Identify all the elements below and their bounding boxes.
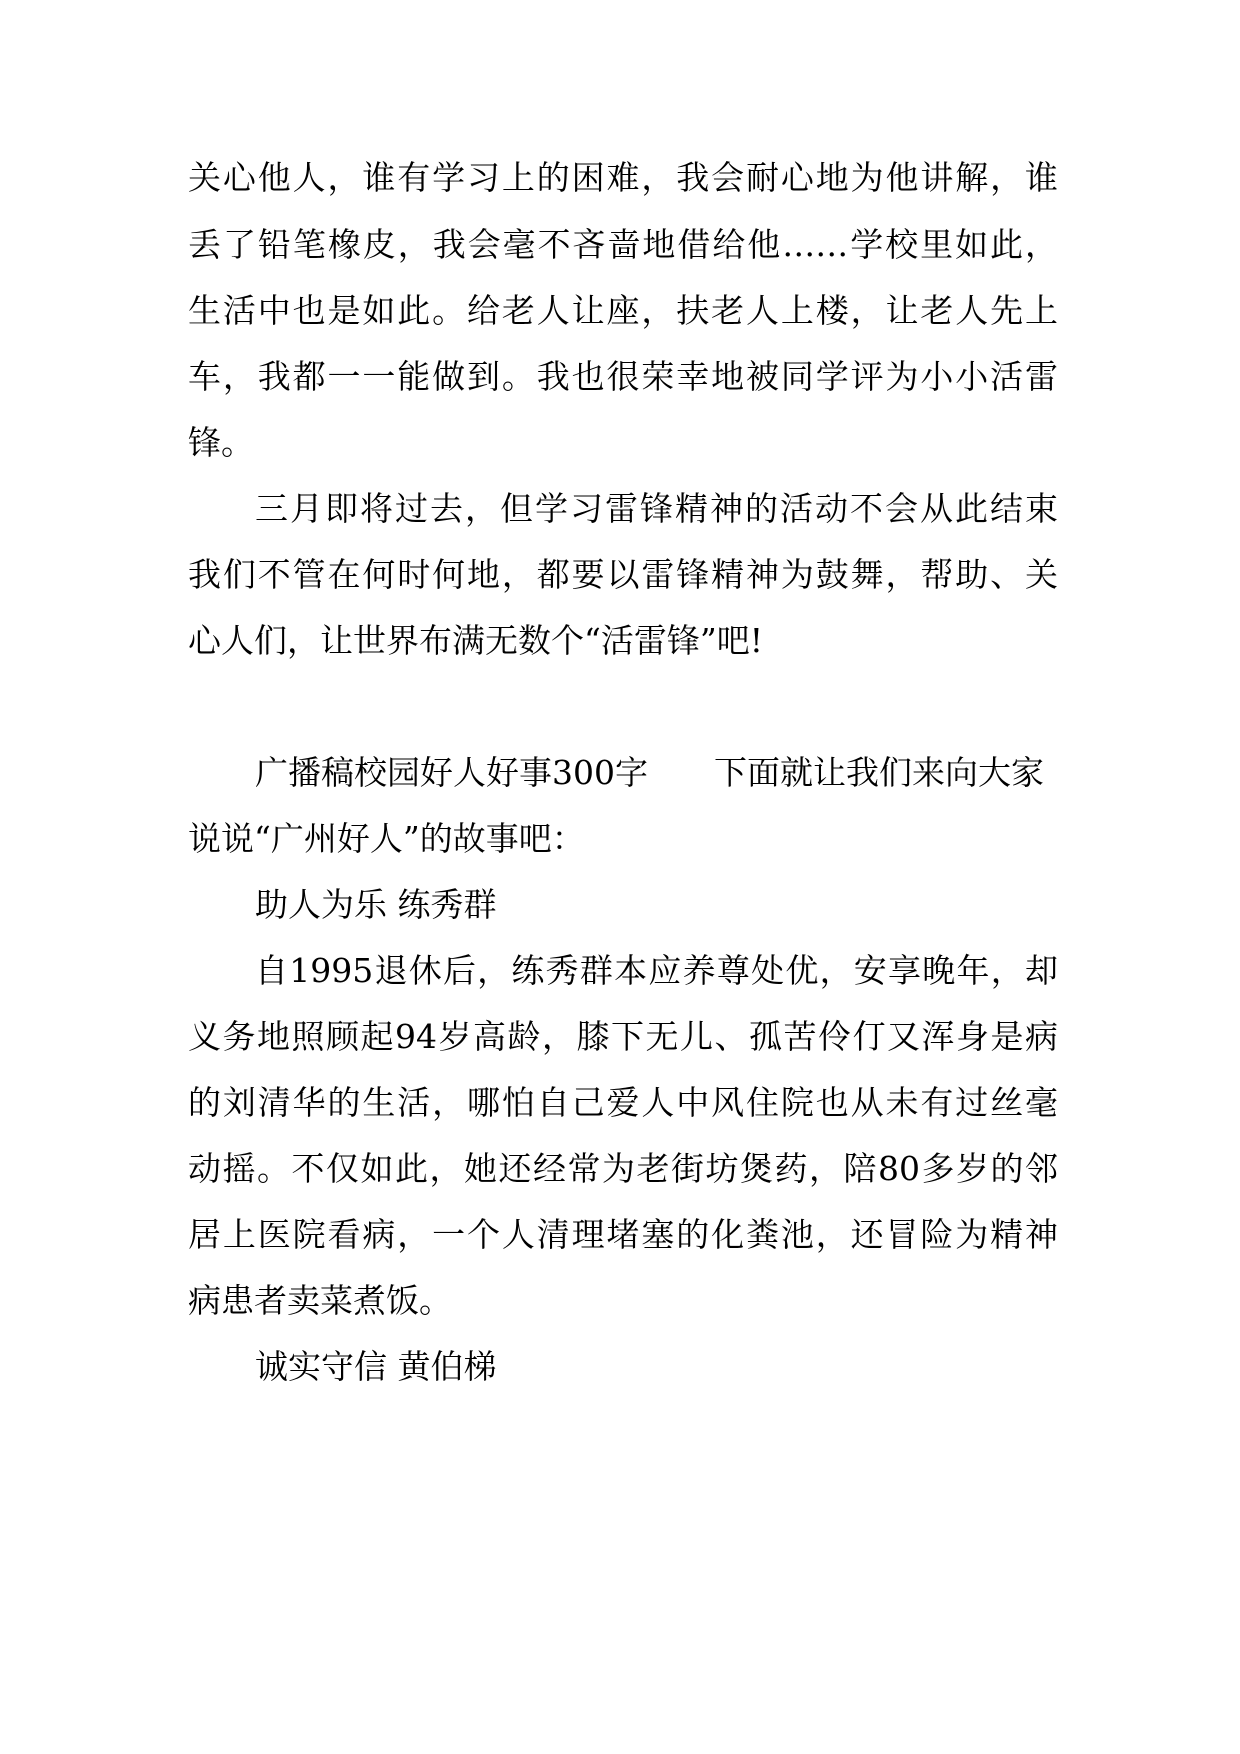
text-line: 三月即将过去，但学习雷锋精神的活动不会从此结束 <box>255 489 1058 528</box>
text-line: 车，我都一一能做到。我也很荣幸地被同学评为小小活雷 <box>188 357 1058 396</box>
text-line: 义务地照顾起94岁高龄，膝下无儿、孤苦伶仃又浑身是病 <box>188 1017 1058 1056</box>
text-line: 我们不管在何时何地，都要以雷锋精神为鼓舞，帮助、关 <box>188 555 1058 594</box>
text-line: 病患者卖菜煮饭。 <box>188 1281 452 1320</box>
text-line: 生活中也是如此。给老人让座，扶老人上楼，让老人先上 <box>188 291 1058 330</box>
intro-text: 下面就让我们来向大家 <box>714 753 1044 792</box>
text-line: 心人们，让世界布满无数个“活雷锋”吧! <box>188 621 764 660</box>
text-line: 说说“广州好人”的故事吧： <box>188 819 585 858</box>
article-title: 广播稿校园好人好事300字 <box>255 753 648 792</box>
subheading-helping-others: 助人为乐 练秀群 <box>255 885 497 924</box>
text-line: 自1995退休后，练秀群本应养尊处优，安享晚年，却 <box>255 951 1058 990</box>
subheading-honesty: 诚实守信 黄伯梯 <box>255 1347 497 1386</box>
text-line: 居上医院看病，一个人清理堵塞的化粪池，还冒险为精神 <box>188 1215 1058 1254</box>
text-line: 锋。 <box>188 423 254 462</box>
section-heading-line <box>255 753 1058 793</box>
text-line: 关心他人，谁有学习上的困难，我会耐心地为他讲解，谁 <box>188 158 1058 197</box>
text-line: 动摇。不仅如此，她还经常为老街坊煲药，陪80多岁的邻 <box>188 1149 1058 1188</box>
text-line: 的刘清华的生活，哪怕自己爱人中风住院也从未有过丝毫 <box>188 1083 1058 1122</box>
text-line: 丢了铅笔橡皮，我会毫不吝啬地借给他……学校里如此， <box>188 225 1058 264</box>
